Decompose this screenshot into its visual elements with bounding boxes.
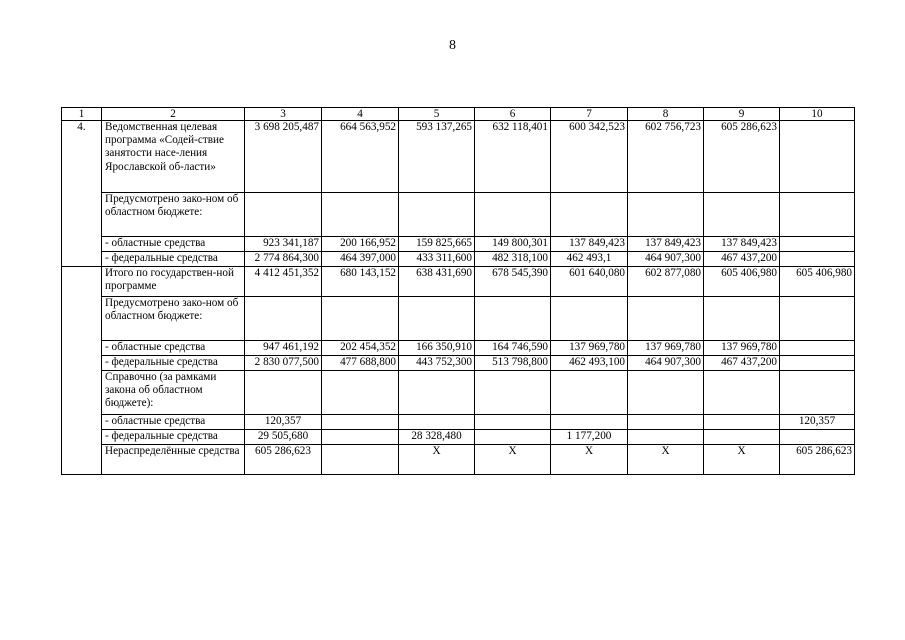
budget-table (61, 107, 855, 475)
cell-value: 3 698 205,487 (245, 121, 322, 193)
cell-value (551, 415, 628, 430)
cell-value: 120,357 (245, 415, 322, 430)
cell-value: 638 431,690 (399, 267, 475, 297)
cell-value: 605 286,623 (780, 445, 855, 475)
cell-value: 632 118,401 (475, 121, 551, 193)
cell-value: 137 849,423 (628, 237, 704, 252)
cell-value: X (399, 445, 475, 475)
row-number (62, 445, 102, 475)
cell-value (551, 371, 628, 415)
cell-value: 433 311,600 (399, 252, 475, 267)
cell-value (780, 297, 855, 341)
cell-value: 137 969,780 (551, 341, 628, 356)
row-number (62, 371, 102, 415)
row-number (62, 267, 102, 297)
row-label: Справочно (за рамками закона об областном бюджете): (102, 371, 245, 415)
row-label: - федеральные средства (102, 356, 245, 371)
cell-value: 482 318,100 (475, 252, 551, 267)
cell-value: 464 397,000 (322, 252, 399, 267)
header-cell: 2 (102, 108, 245, 121)
cell-value (475, 415, 551, 430)
row-number (62, 193, 102, 237)
cell-value (704, 297, 780, 341)
cell-value: 2 774 864,300 (245, 252, 322, 267)
cell-value: 477 688,800 (322, 356, 399, 371)
header-cell: 7 (551, 108, 628, 121)
table-row (62, 341, 855, 356)
cell-value (704, 415, 780, 430)
header-cell: 3 (245, 108, 322, 121)
cell-value (322, 297, 399, 341)
cell-value: 462 493,1 (551, 252, 628, 267)
table-row (62, 445, 855, 475)
cell-value (780, 252, 855, 267)
cell-value (780, 121, 855, 193)
table-row (62, 193, 855, 237)
cell-value: X (551, 445, 628, 475)
cell-value: 120,357 (780, 415, 855, 430)
cell-value: 462 493,100 (551, 356, 628, 371)
cell-value: 4 412 451,352 (245, 267, 322, 297)
row-label: Предусмотрено зако-ном об областном бюджете: (102, 193, 245, 237)
cell-value (704, 430, 780, 445)
cell-value: 164 746,590 (475, 341, 551, 356)
cell-value: 443 752,300 (399, 356, 475, 371)
cell-value: 593 137,265 (399, 121, 475, 193)
row-label: - федеральные средства (102, 430, 245, 445)
cell-value (245, 193, 322, 237)
row-number: 4. (62, 121, 102, 193)
cell-value: 923 341,187 (245, 237, 322, 252)
table-row (62, 356, 855, 371)
header-cell: 5 (399, 108, 475, 121)
row-number (62, 297, 102, 341)
table-row (62, 371, 855, 415)
cell-value: 605 406,980 (780, 267, 855, 297)
row-number (62, 341, 102, 356)
cell-value: X (628, 445, 704, 475)
cell-value: 202 454,352 (322, 341, 399, 356)
cell-value: 467 437,200 (704, 356, 780, 371)
row-label: Нераспределённые средства (102, 445, 245, 475)
cell-value (551, 297, 628, 341)
cell-value: 605 286,623 (245, 445, 322, 475)
cell-value: 29 505,680 (245, 430, 322, 445)
page-number: 8 (449, 38, 456, 53)
cell-value: 166 350,910 (399, 341, 475, 356)
table-row (62, 237, 855, 252)
table-row (62, 430, 855, 445)
cell-value: 1 177,200 (551, 430, 628, 445)
cell-value: 464 907,300 (628, 252, 704, 267)
header-cell: 10 (780, 108, 855, 121)
cell-value (399, 371, 475, 415)
cell-value (628, 193, 704, 237)
header-cell: 6 (475, 108, 551, 121)
cell-value: 664 563,952 (322, 121, 399, 193)
cell-value (399, 415, 475, 430)
cell-value (322, 445, 399, 475)
row-number (62, 430, 102, 445)
cell-value: 2 830 077,500 (245, 356, 322, 371)
table-row (62, 297, 855, 341)
cell-value (780, 193, 855, 237)
row-label: - областные средства (102, 237, 245, 252)
cell-value (704, 193, 780, 237)
header-cell: 1 (62, 108, 102, 121)
cell-value (322, 430, 399, 445)
cell-value: 602 877,080 (628, 267, 704, 297)
table-row (62, 267, 855, 297)
row-label: Ведомственная целевая программа «Содей-ствие занятости насе-ления Ярославской об-ласти» (102, 121, 245, 193)
row-number (62, 356, 102, 371)
cell-value: 605 406,980 (704, 267, 780, 297)
cell-value (475, 371, 551, 415)
cell-value (475, 193, 551, 237)
row-number (62, 415, 102, 430)
row-label: - областные средства (102, 415, 245, 430)
cell-value (245, 297, 322, 341)
cell-value (322, 193, 399, 237)
row-label: - федеральные средства (102, 252, 245, 267)
header-cell: 9 (704, 108, 780, 121)
cell-value (245, 371, 322, 415)
cell-value: 200 166,952 (322, 237, 399, 252)
cell-value: 137 969,780 (628, 341, 704, 356)
cell-value (704, 371, 780, 415)
cell-value (628, 430, 704, 445)
cell-value (399, 297, 475, 341)
cell-value: X (704, 445, 780, 475)
cell-value: X (475, 445, 551, 475)
cell-value: 149 800,301 (475, 237, 551, 252)
row-number (62, 252, 102, 267)
cell-value (780, 237, 855, 252)
cell-value: 605 286,623 (704, 121, 780, 193)
header-row (62, 108, 855, 121)
cell-value: 601 640,080 (551, 267, 628, 297)
cell-value: 28 328,480 (399, 430, 475, 445)
cell-value: 680 143,152 (322, 267, 399, 297)
cell-value: 137 849,423 (704, 237, 780, 252)
cell-value: 513 798,800 (475, 356, 551, 371)
row-number (62, 237, 102, 252)
cell-value: 602 756,723 (628, 121, 704, 193)
cell-value (475, 430, 551, 445)
cell-value: 678 545,390 (475, 267, 551, 297)
cell-value (628, 297, 704, 341)
table-row (62, 121, 855, 193)
cell-value (322, 371, 399, 415)
cell-value: 159 825,665 (399, 237, 475, 252)
cell-value (322, 415, 399, 430)
cell-value: 600 342,523 (551, 121, 628, 193)
cell-value (780, 356, 855, 371)
cell-value (780, 430, 855, 445)
table-row (62, 415, 855, 430)
cell-value (399, 193, 475, 237)
cell-value: 137 969,780 (704, 341, 780, 356)
table-row (62, 252, 855, 267)
cell-value (628, 371, 704, 415)
cell-value: 137 849,423 (551, 237, 628, 252)
cell-value: 947 461,192 (245, 341, 322, 356)
cell-value (780, 371, 855, 415)
cell-value (628, 415, 704, 430)
cell-value: 467 437,200 (704, 252, 780, 267)
row-label: Предусмотрено зако-ном об областном бюджете: (102, 297, 245, 341)
header-cell: 8 (628, 108, 704, 121)
row-label: - областные средства (102, 341, 245, 356)
cell-value: 464 907,300 (628, 356, 704, 371)
cell-value (475, 297, 551, 341)
cell-value (780, 341, 855, 356)
cell-value (551, 193, 628, 237)
row-label: Итого по государствен-ной программе (102, 267, 245, 297)
header-cell: 4 (322, 108, 399, 121)
